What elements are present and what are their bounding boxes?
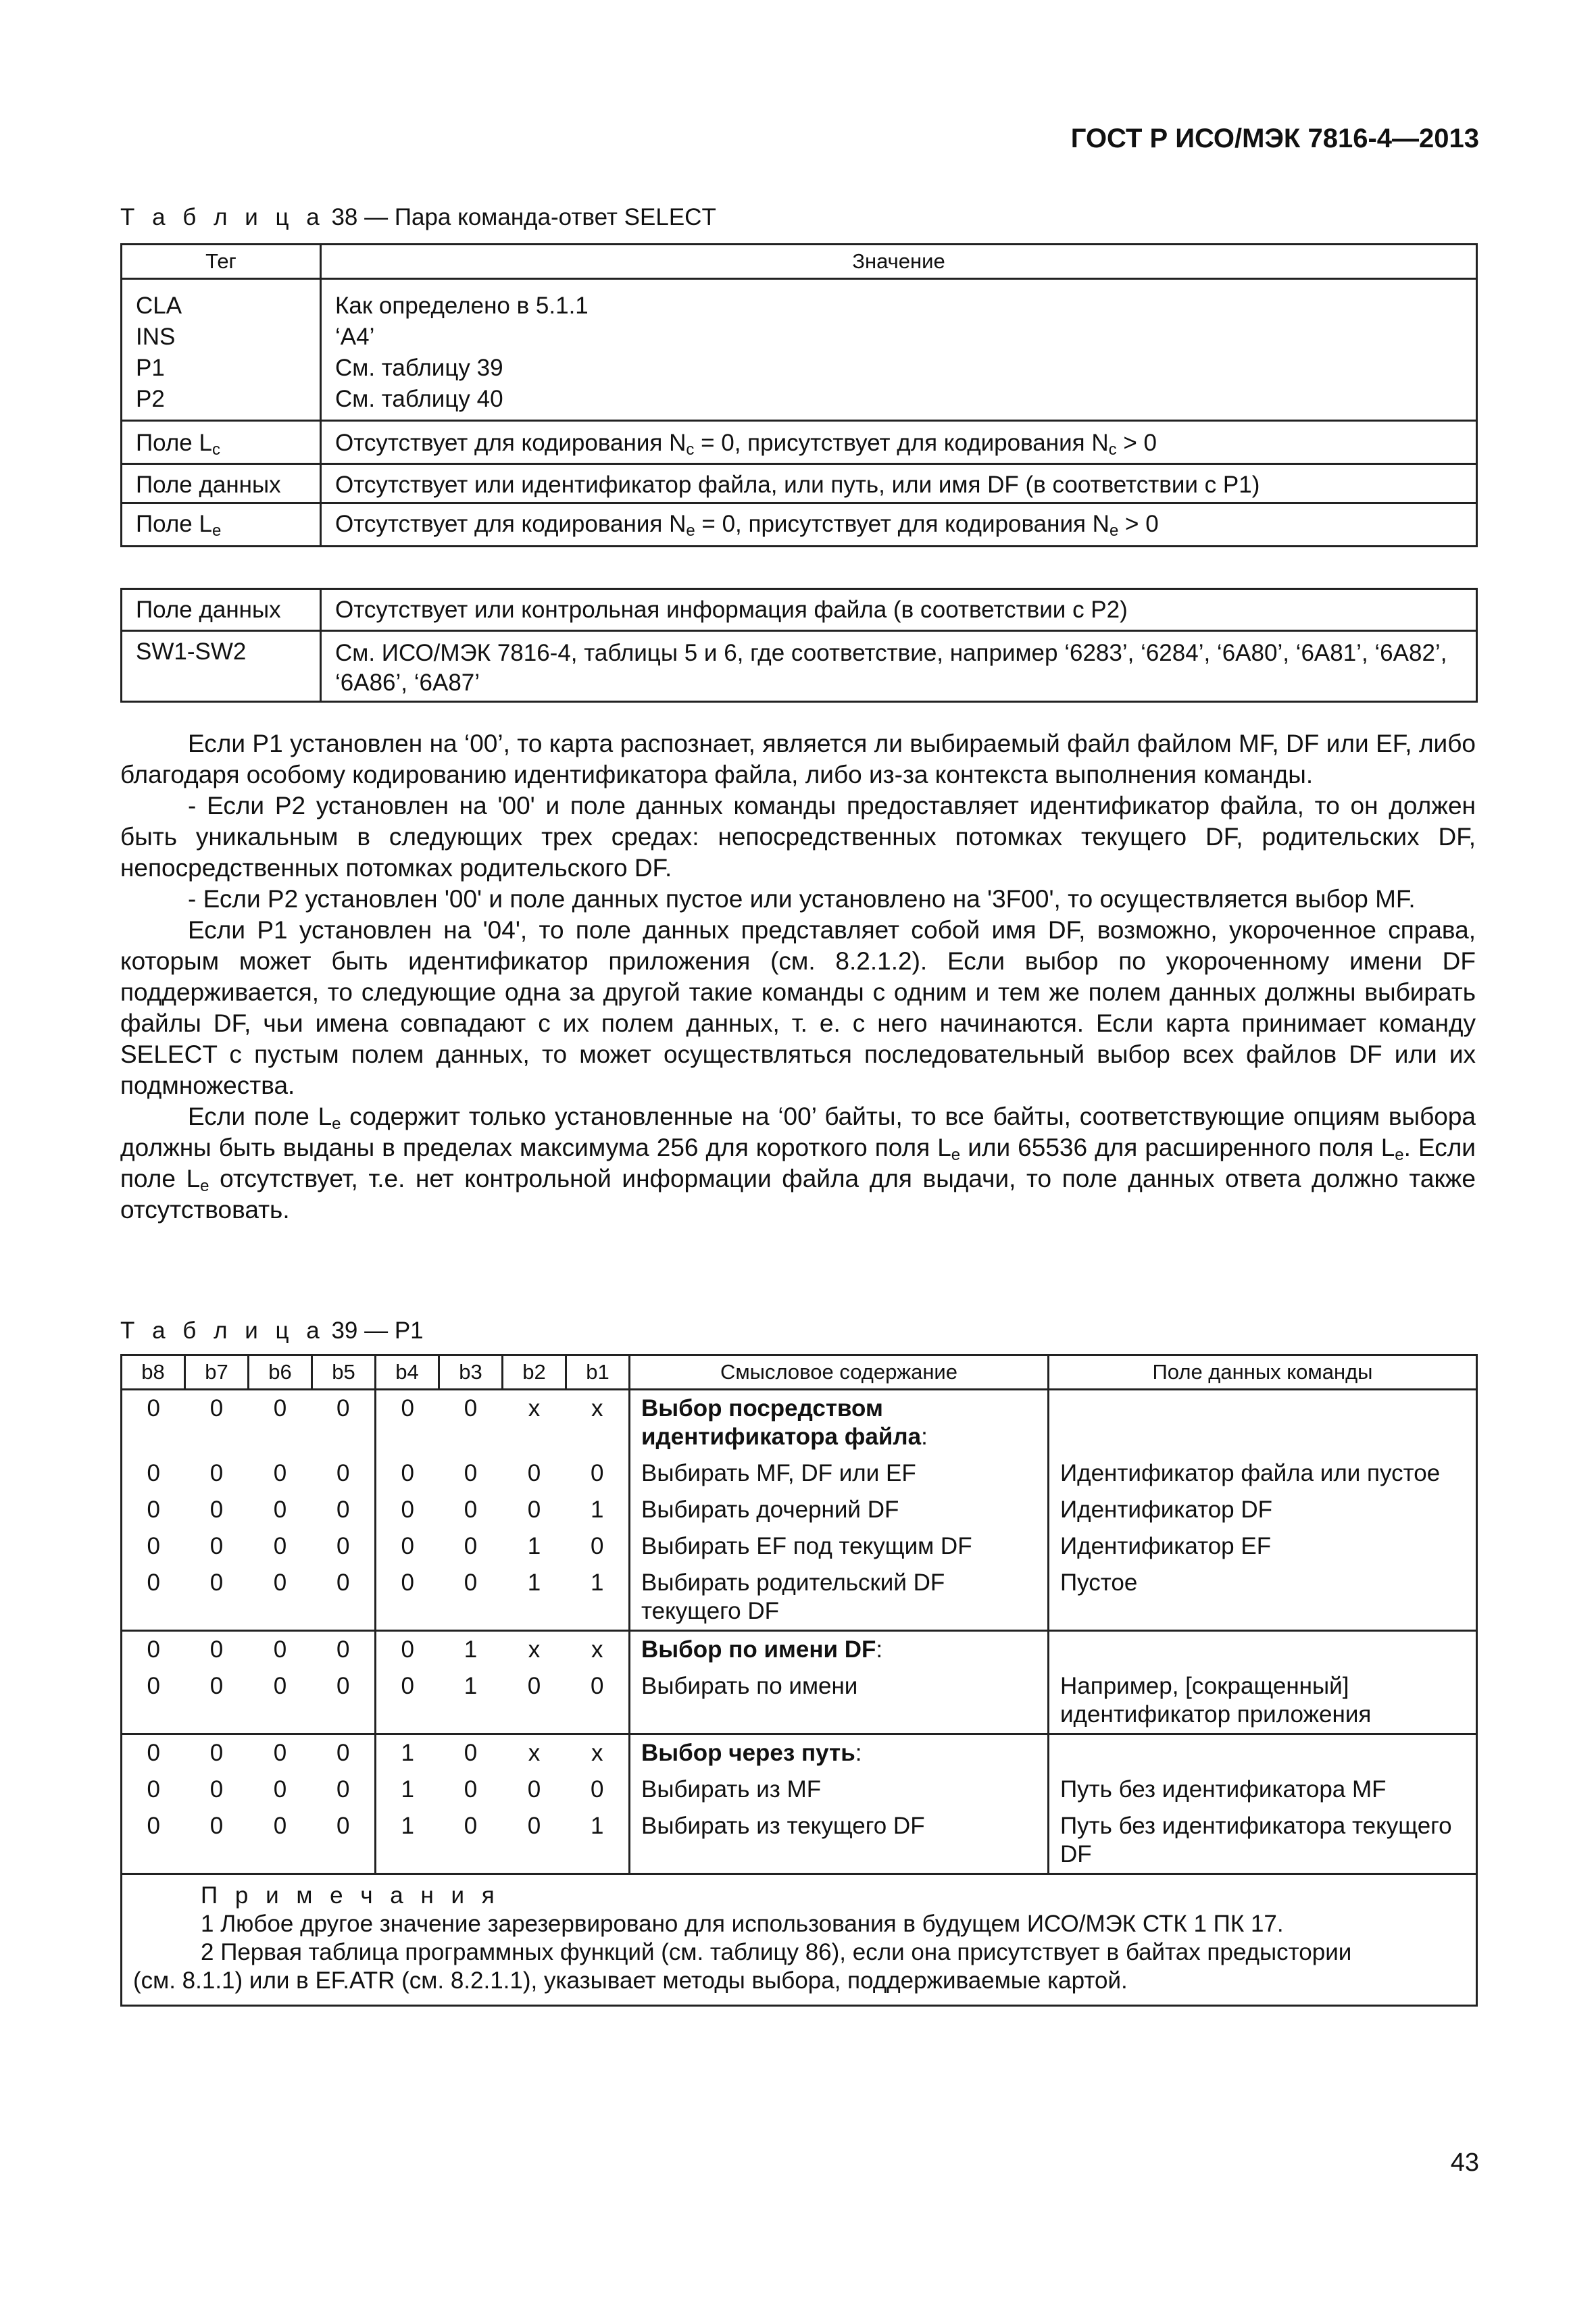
data-field-cell: Идентификатор DF [1049, 1492, 1477, 1528]
meaning-cell: Выбирать MF, DF или EF [630, 1455, 1049, 1492]
bit-cell: x [503, 1734, 566, 1772]
bit-cell: 0 [312, 1390, 376, 1456]
col-value-header: Значение [321, 245, 1477, 279]
bit-cell: x [566, 1390, 630, 1456]
bit-cell: 0 [273, 1533, 287, 1559]
table-row: Поле данных Отсутствует или идентификатор файла, или путь, или имя DF (в соответствии с P1) [122, 464, 1477, 503]
bit-cell: 0 [185, 1390, 249, 1456]
group-by-file-id [122, 1390, 1477, 1631]
table38-caption: Т а б л и ц а 38 — Пара команда-ответ SELECT [120, 204, 716, 230]
bit-cell: 0 [376, 1528, 439, 1565]
standard-header: ГОСТ Р ИСО/МЭК 7816-4—2013 [1070, 124, 1479, 153]
bit-cell: 1 [376, 1734, 439, 1772]
bit-cell: 0 [185, 1808, 249, 1874]
bit-cell: 0 [527, 1776, 541, 1803]
paragraph: Если P1 установлен на '04', то поле данных представляет собой имя DF, возможно, укороченное справа, которым может быть идентификатор приложения (см. 8.2.1.2). Если выбор по укороченному имени DF поддерживается, то следующие одна за другой такие команды с одним и тем же полем данных должны выбирать файлы DF, чьи имена совпадают с их полем данных, т. е. с него начинаются. Если карта принимает команду SELECT с пустым полем данных, то может осуществляться последовательный выбор всех файлов DF или их подмножества. [120, 916, 1476, 1099]
paragraph: - Если P2 установлен на '00' и поле данных команды предоставляет идентификатор файла, то он должен быть уникальным в следующих трех средах: непосредственных потомках текущего DF, родительских DF, непосредственных потомках родительского DF. [120, 792, 1476, 882]
bit-cell: 0 [312, 1734, 376, 1772]
bit-cell: 0 [439, 1734, 503, 1772]
bit-cell: 0 [122, 1808, 185, 1874]
bit-cell: 0 [312, 1455, 376, 1492]
bit-cell: 0 [376, 1390, 439, 1456]
table39-caption: Т а б л и ц а 39 — P1 [120, 1317, 424, 1344]
bit-cell: 0 [312, 1565, 376, 1631]
bit-cell: 0 [527, 1460, 541, 1486]
meaning-cell: Выбирать из MF [630, 1771, 1049, 1808]
bit-cell: 0 [122, 1455, 185, 1492]
bit-cell: x [503, 1390, 566, 1456]
body-text [120, 728, 1476, 1226]
bit-cell: 0 [209, 1776, 224, 1803]
bit-cell: 0 [527, 1496, 541, 1523]
meaning-cell: Выбирать родительский DF текущего DF [630, 1565, 1049, 1631]
bit-cell: 0 [312, 1492, 376, 1528]
bit-cell: 0 [185, 1668, 249, 1734]
table-row [122, 1808, 1477, 1874]
bit-cell: 0 [566, 1771, 630, 1808]
col-b7: b7 [185, 1355, 249, 1390]
bit-cell: 0 [376, 1455, 439, 1492]
meaning-cell: Выбирать EF под текущим DF [630, 1528, 1049, 1565]
meaning-cell: Выбор через путь: [630, 1734, 1049, 1772]
note-2: 2 Первая таблица программных функций (см. таблицу 86), если она присутствует в байтах предыстории [201, 1939, 1352, 1965]
bit-cell: 0 [209, 1496, 224, 1523]
bit-cell: 0 [273, 1496, 287, 1523]
table-row: CLA INS P1 P2 Как определено в 5.1.1 ‘A4’ См. таблицу 39 См. таблицу 40 [122, 279, 1477, 421]
bit-cell: 0 [439, 1565, 503, 1631]
bit-cell: 0 [122, 1668, 185, 1734]
bit-cell: 0 [122, 1492, 185, 1528]
notes-row [122, 1874, 1477, 2006]
bit-cell: 1 [439, 1668, 503, 1734]
table-row: Поле данных Отсутствует или контрольная информация файла (в соответствии с P2) [122, 589, 1477, 631]
data-field-cell [1049, 1631, 1477, 1669]
bit-cell: 0 [273, 1776, 287, 1803]
bit-cell: 0 [185, 1631, 249, 1669]
bit-cell: 1 [503, 1565, 566, 1631]
table-row [122, 1455, 1477, 1492]
bit-cell: x [566, 1631, 630, 1669]
table-row [122, 1668, 1477, 1734]
note-1: 1 Любое другое значение зарезервировано для использования в будущем ИСО/МЭК СТК 1 ПК 17. [201, 1911, 1284, 1937]
paragraph: Если P1 установлен на ‘00’, то карта распознает, является ли выбираемый файл файлом MF, DF или EF, либо благодаря особому кодированию идентификатора файла, либо из-за контекста выполнения команды. [120, 730, 1476, 788]
bit-cell: 0 [503, 1808, 566, 1874]
table-row [122, 1631, 1477, 1669]
meaning-cell: Выбирать из текущего DF [630, 1808, 1049, 1874]
bit-cell: 0 [464, 1533, 478, 1559]
table38-command [120, 243, 1478, 547]
bit-cell: 0 [249, 1390, 312, 1456]
data-field-cell: Идентификатор EF [1049, 1528, 1477, 1565]
bit-cell: 0 [122, 1631, 185, 1669]
bit-cell: 0 [249, 1565, 312, 1631]
bit-cell: 0 [249, 1668, 312, 1734]
data-field-cell: Путь без идентификатора текущего DF [1049, 1808, 1477, 1874]
col-b3: b3 [439, 1355, 503, 1390]
meaning-cell: Выбор по имени DF: [630, 1631, 1049, 1669]
table-row [122, 1771, 1477, 1808]
notes-title: П р и м е ч а н и я [201, 1882, 500, 1909]
bit-cell: 0 [503, 1668, 566, 1734]
table-row: Поле $L_e$ Отсутствует для кодирования $N_e = 0$, присутствует для кодирования $N_e > 0$ [122, 503, 1477, 547]
table-row: SW1-SW2 См. ИСО/МЭК 7816-4, таблицы 5 и 6, где соответствие, например ‘6283’, ‘6284’, ‘6A80’, ‘6A81’, ‘6A82’, ‘6A86’, ‘6A87’ [122, 631, 1477, 702]
bit-cell: 0 [185, 1565, 249, 1631]
bit-cell: 0 [122, 1565, 185, 1631]
col-b8: b8 [122, 1355, 185, 1390]
page-number: 43 [1450, 2148, 1479, 2177]
bit-cell: 0 [122, 1771, 185, 1808]
bit-cell: 0 [464, 1496, 478, 1523]
bit-cell: 0 [464, 1776, 478, 1803]
bit-cell: x [566, 1734, 630, 1772]
col-tag-header: Тег [122, 245, 321, 279]
bit-cell: 0 [249, 1734, 312, 1772]
bit-cell: 0 [376, 1631, 439, 1669]
bit-cell: 0 [209, 1460, 224, 1486]
col-data-field: Поле данных команды [1049, 1355, 1477, 1390]
bit-cell: 0 [312, 1528, 376, 1565]
bit-cell: 0 [312, 1771, 376, 1808]
bit-cell: 0 [249, 1808, 312, 1874]
table-row: Поле $L_c$ Отсутствует для кодирования $N_c = 0$, присутствует для кодирования $N_c > 0$ [122, 421, 1477, 464]
bit-cell: 1 [376, 1808, 439, 1874]
paragraph: Если поле $L_e$ содержит только установленные на ‘00’ байты, то все байты, соответствующие опциям выбора должны быть выданы в пределах максимума 256 для короткого поля $L_e$ или 65536 для расширенного поля $L_e$. Если поле $L_e$ отсутствует, т.е. нет контрольной информации файла для выдачи, то поле данных ответа должно также отсутствовать. [120, 1103, 1476, 1224]
meaning-cell: Выбирать дочерний DF [630, 1492, 1049, 1528]
bit-cell: 0 [249, 1631, 312, 1669]
data-field-cell: Например, [сокращенный] идентификатор приложения [1049, 1668, 1477, 1734]
table-row [122, 1528, 1477, 1565]
table-row [122, 1734, 1477, 1772]
table-row [122, 1565, 1477, 1631]
bit-cell: 0 [122, 1734, 185, 1772]
bit-cell: 1 [566, 1565, 630, 1631]
bit-cell: 1 [566, 1808, 630, 1874]
bit-cell: 1 [376, 1771, 439, 1808]
col-b4: b4 [376, 1355, 439, 1390]
col-b6: b6 [249, 1355, 312, 1390]
bit-cell: 0 [376, 1565, 439, 1631]
bit-cell: 1 [566, 1492, 630, 1528]
col-meaning: Смысловое содержание [630, 1355, 1049, 1390]
group-by-path [122, 1734, 1477, 1874]
meaning-cell: Выбирать по имени [630, 1668, 1049, 1734]
table-row [122, 1492, 1477, 1528]
bit-cell: 0 [439, 1808, 503, 1874]
bit-cell: 0 [273, 1460, 287, 1486]
data-field-cell: Путь без идентификатора MF [1049, 1771, 1477, 1808]
bit-cell: 0 [439, 1390, 503, 1456]
paragraph: - Если P2 установлен '00' и поле данных пустое или установлено на '3F00', то осуществляется выбор MF. [188, 885, 1416, 913]
col-b2: b2 [503, 1355, 566, 1390]
bit-cell: 0 [209, 1533, 224, 1559]
bit-cell: 1 [439, 1631, 503, 1669]
data-field-cell: Пустое [1049, 1565, 1477, 1631]
table39 [120, 1354, 1478, 2007]
col-b5: b5 [312, 1355, 376, 1390]
table-row [122, 1390, 1477, 1456]
bit-cell: 0 [566, 1668, 630, 1734]
bit-cell: 0 [312, 1631, 376, 1669]
bit-cell: 0 [376, 1668, 439, 1734]
data-field-cell: Идентификатор файла или пустое [1049, 1455, 1477, 1492]
bit-cell: 1 [527, 1533, 541, 1559]
table38-response [120, 588, 1478, 703]
group-by-df-name [122, 1631, 1477, 1734]
meaning-cell: Выбор посредством идентификатора файла: [630, 1390, 1049, 1456]
data-field-cell [1049, 1390, 1477, 1456]
bit-cell: 0 [464, 1460, 478, 1486]
bit-cell: x [503, 1631, 566, 1669]
bit-cell: 0 [376, 1492, 439, 1528]
col-b1: b1 [566, 1355, 630, 1390]
bit-cell: 0 [122, 1390, 185, 1456]
bit-cell: 0 [185, 1734, 249, 1772]
bit-cell: 0 [566, 1528, 630, 1565]
data-field-cell [1049, 1734, 1477, 1772]
bit-cell: 0 [312, 1808, 376, 1874]
note-2-cont: (см. 8.1.1) или в EF.ATR (см. 8.2.1.1), указывает методы выбора, поддерживаемые картой. [133, 1967, 1128, 1994]
bit-cell: 0 [312, 1668, 376, 1734]
bit-cell: 0 [566, 1455, 630, 1492]
bit-cell: 0 [122, 1528, 185, 1565]
